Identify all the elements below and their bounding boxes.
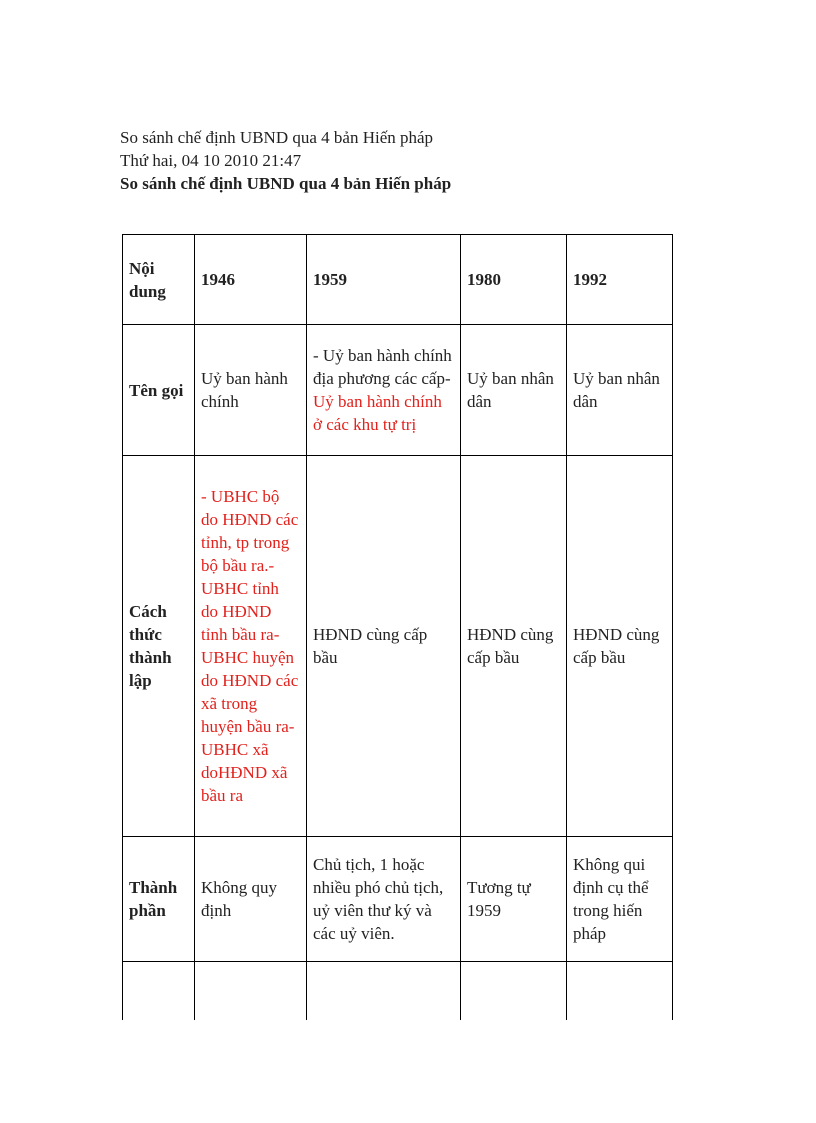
row-label: Thành phần (123, 837, 195, 962)
cell-1959-text: - Uỷ ban hành chính địa phương các cấp- (313, 346, 452, 388)
document-header (120, 126, 520, 195)
row-label: Tên gọi (123, 325, 195, 456)
cell-1980: HĐND cùng cấp bầu (461, 456, 567, 837)
header-cell-1959: 1959 (307, 235, 461, 325)
header-cell-1946: 1946 (195, 235, 307, 325)
empty-cell (567, 962, 673, 1021)
cell-1946: Không quy định (195, 837, 307, 962)
cell-1992: Uỷ ban nhân dân (567, 325, 673, 456)
cell-1992: Không qui định cụ thể trong hiến pháp (567, 837, 673, 962)
cell-1959: HĐND cùng cấp bầu (307, 456, 461, 837)
empty-cell (123, 962, 195, 1021)
table-header-row (123, 235, 673, 325)
cell-1946: Uỷ ban hành chính (195, 325, 307, 456)
cell-1946: - UBHC bộ do HĐND các tỉnh, tp trong bộ bầu ra.- UBHC tỉnh do HĐND tỉnh bầu ra- UBHC huyện do HĐND các xã trong huyện bầu ra- UBHC xã doHĐND xã bầu ra (195, 456, 307, 837)
header-cell-content: Nội dung (123, 235, 195, 325)
table-row-formation (123, 456, 673, 837)
cell-1959-highlight: Uỷ ban hành chính ở các khu tự trị (313, 392, 442, 434)
header-cell-1992: 1992 (567, 235, 673, 325)
empty-cell (195, 962, 307, 1021)
cell-1992: HĐND cùng cấp bầu (567, 456, 673, 837)
document-heading: So sánh chế định UBND qua 4 bản Hiến pháp (120, 174, 452, 193)
document-title: So sánh chế định UBND qua 4 bản Hiến pháp (120, 128, 434, 147)
document-date: Thứ hai, 04 10 2010 21:47 (120, 151, 302, 170)
table-row-name (123, 325, 673, 456)
table-row-composition (123, 837, 673, 962)
header-cell-1980: 1980 (461, 235, 567, 325)
cell-1959 (307, 325, 461, 456)
comparison-table (122, 234, 673, 1020)
cell-1980: Uỷ ban nhân dân (461, 325, 567, 456)
empty-cell (307, 962, 461, 1021)
empty-cell (461, 962, 567, 1021)
cell-1980: Tương tự 1959 (461, 837, 567, 962)
table-row-empty (123, 962, 673, 1021)
row-label: Cách thức thành lập (123, 456, 195, 837)
cell-1959: Chủ tịch, 1 hoặc nhiều phó chủ tịch, uỷ viên thư ký và các uỷ viên. (307, 837, 461, 962)
